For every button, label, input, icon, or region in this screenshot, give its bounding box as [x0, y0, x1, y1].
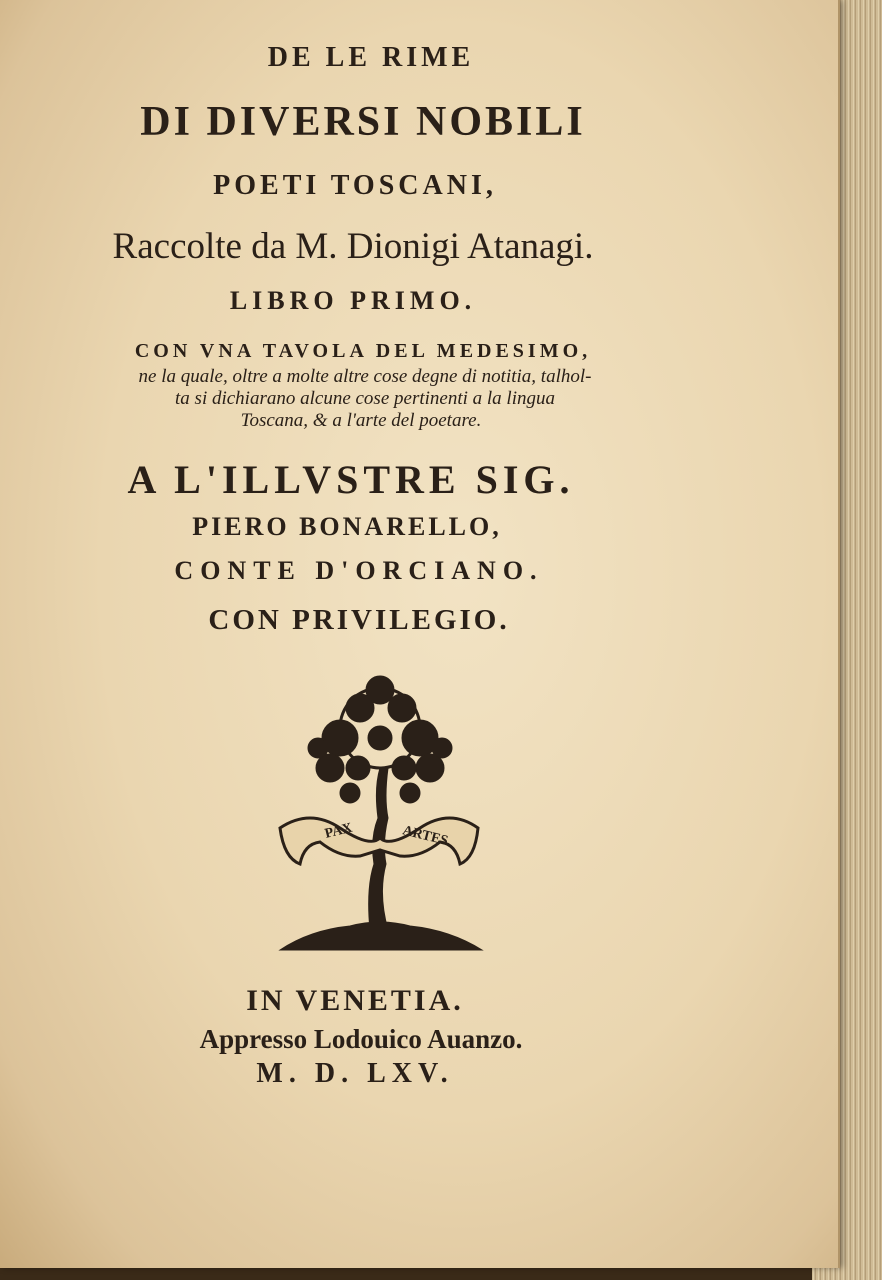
imprint-year: M. D. LXV.	[256, 1058, 454, 1089]
dedication-line-3: CONTE D'ORCIANO.	[174, 556, 544, 585]
imprint-place: IN VENETIA.	[246, 984, 464, 1017]
banner-text-right: ARTES	[401, 823, 450, 850]
tree-printer-mark-icon	[270, 668, 490, 968]
editor-line: Raccolte da M. Dionigi Atanagi.	[112, 226, 594, 267]
index-heading: CON VNA TAVOLA DEL MEDESIMO,	[134, 340, 592, 362]
index-description-1: ne la quale, oltre a molte altre cose degne di notitia, talhol-	[138, 366, 592, 387]
book-number: LIBRO PRIMO.	[229, 286, 477, 315]
index-description-3: Toscana, & a l'arte del poetare.	[240, 410, 482, 431]
privilege-line: CON PRIVILEGIO.	[208, 604, 510, 636]
title-line-3: POETI TOSCANI,	[213, 170, 497, 201]
dedication-line-1: A L'ILLVSTRE SIG.	[127, 457, 575, 502]
banner-text-left: PAX	[323, 820, 354, 842]
title-line-1: DE LE RIME	[267, 42, 475, 73]
index-description-2: ta si dichiarano alcune cose pertinenti a la lingua	[175, 388, 555, 409]
title-line-2: DI DIVERSI NOBILI	[140, 99, 586, 145]
imprint-printer: Appresso Lodouico Auanzo.	[199, 1024, 523, 1054]
dedication-line-2: PIERO BONARELLO,	[192, 512, 502, 541]
